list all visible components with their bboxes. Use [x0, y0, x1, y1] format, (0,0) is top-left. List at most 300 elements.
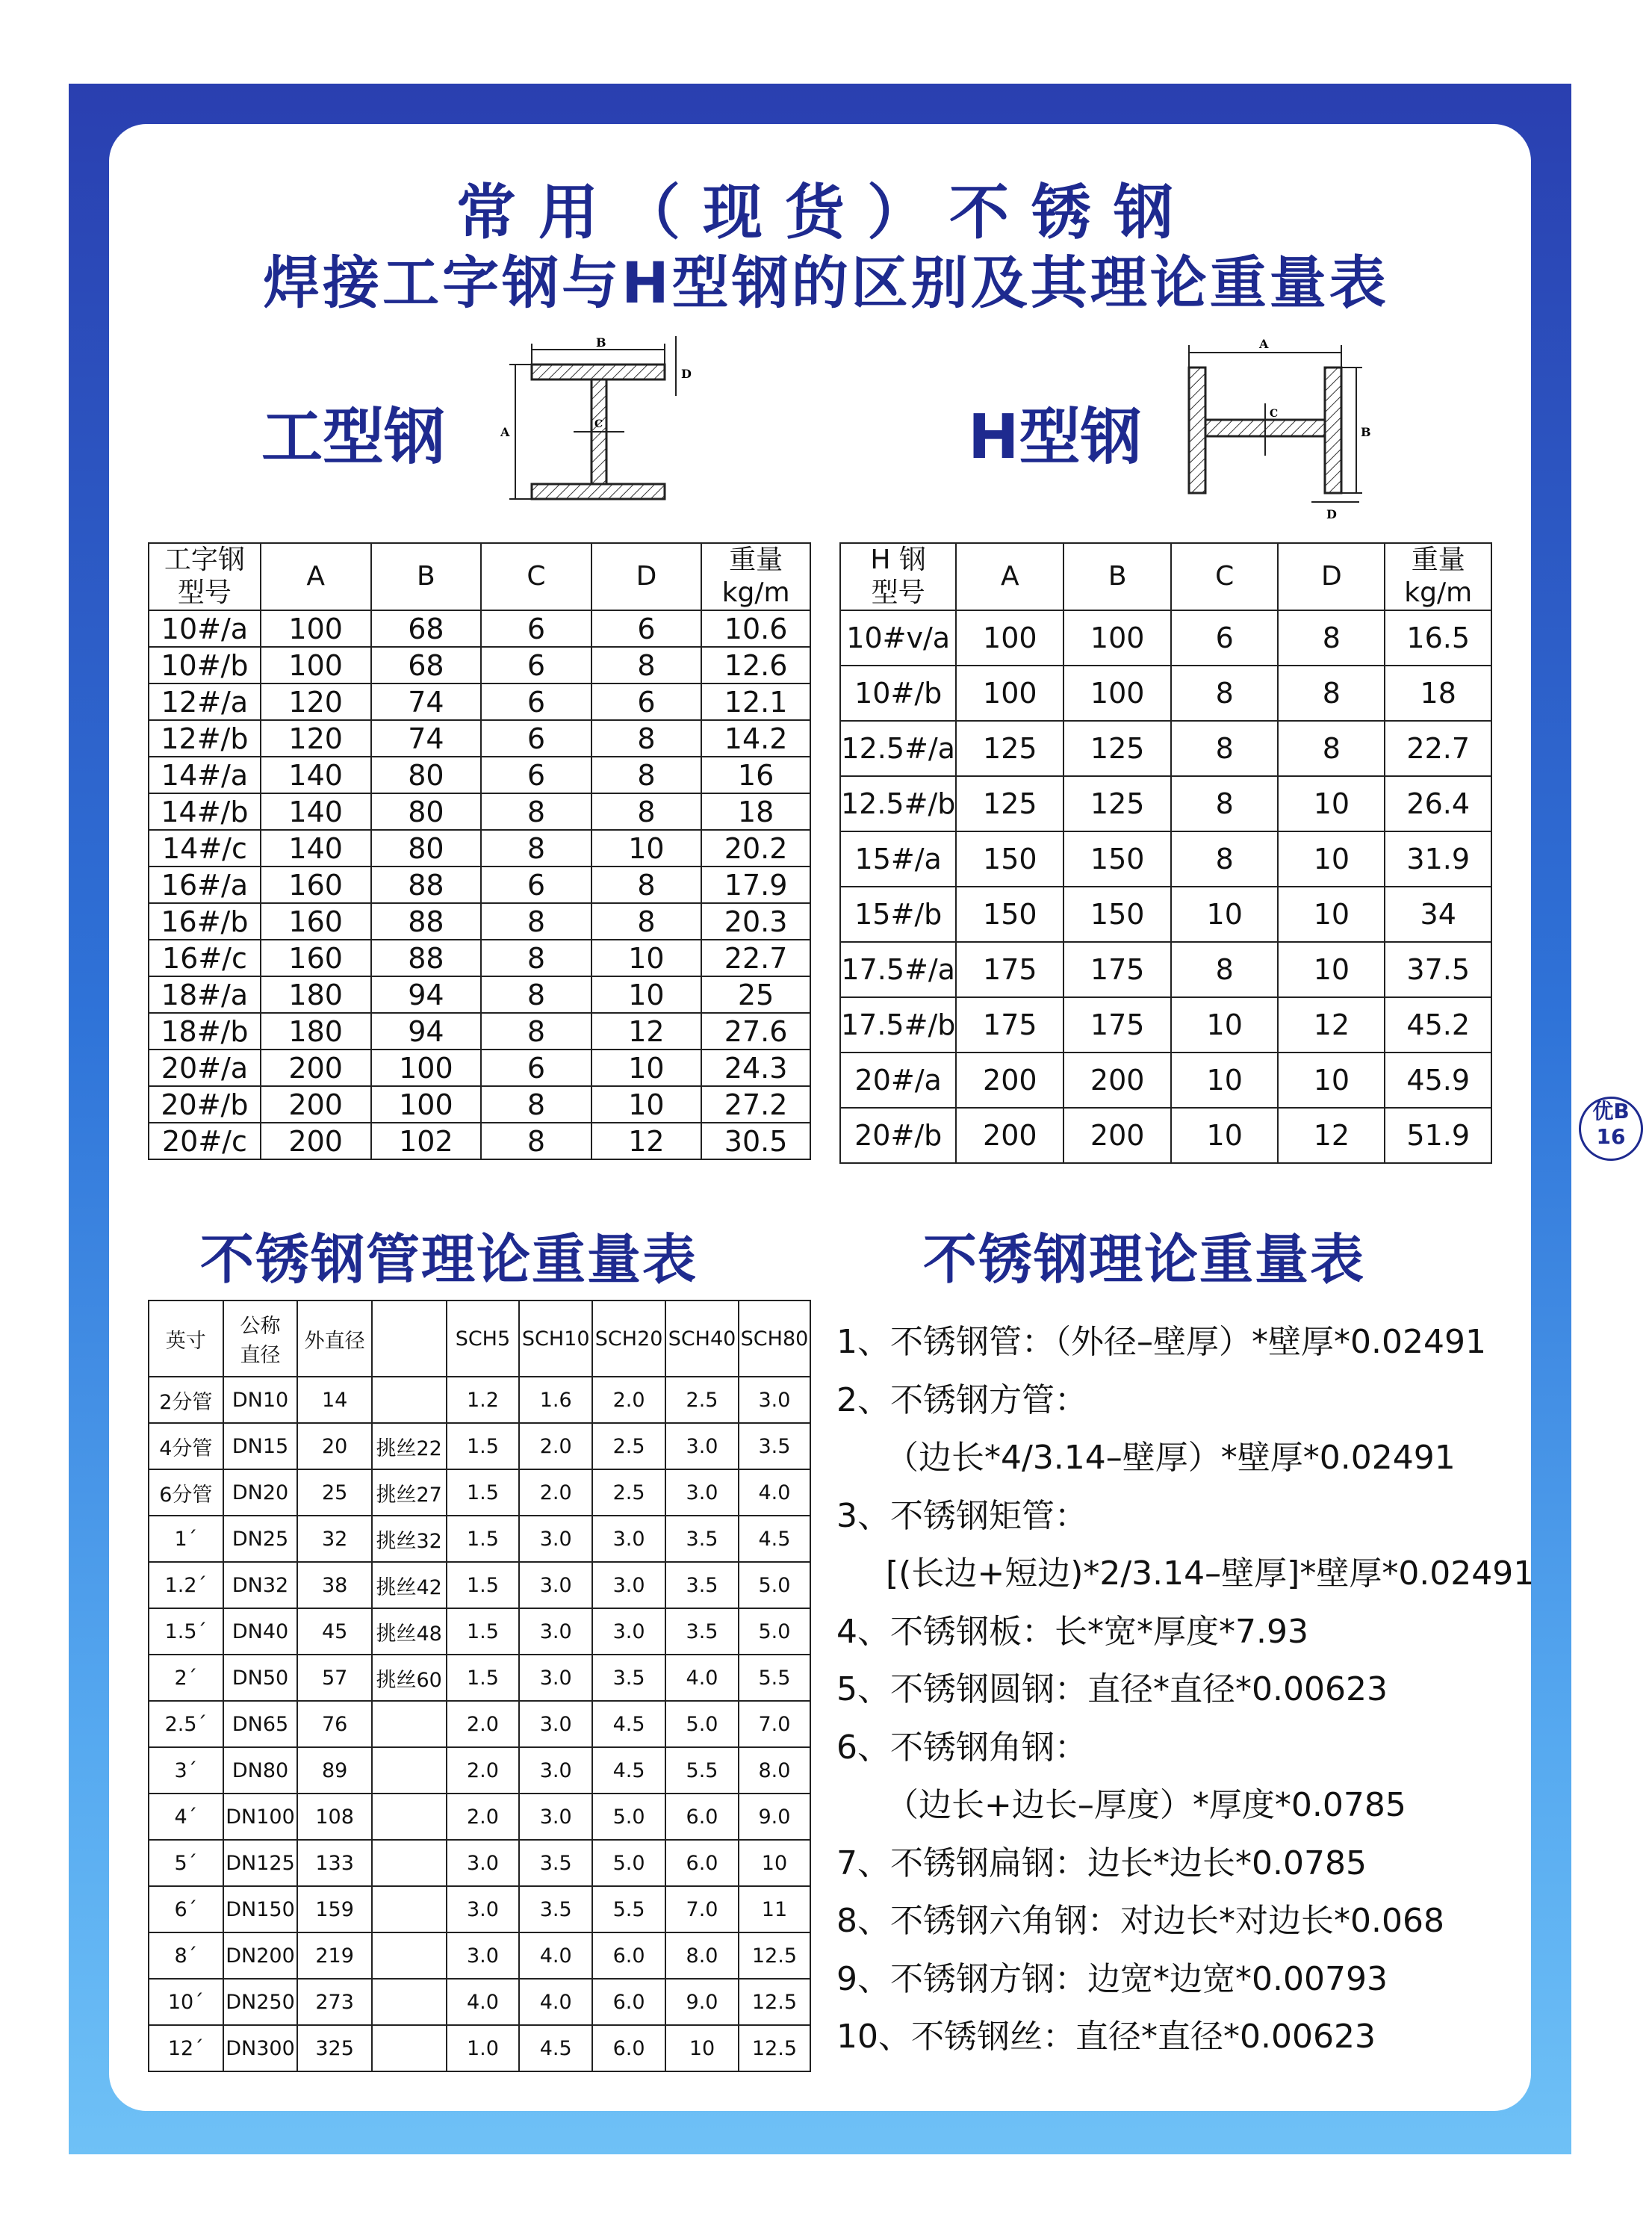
table-cell: 2.5´ — [149, 1701, 223, 1747]
table-row — [149, 1469, 810, 1516]
table-cell: 3.0 — [592, 1608, 665, 1655]
table-cell: 100 — [1063, 610, 1171, 666]
table-cell: 100 — [956, 610, 1063, 666]
table-row — [149, 1794, 810, 1840]
table-cell: 8.0 — [739, 1747, 810, 1794]
table-cell: 12#/a — [149, 683, 261, 720]
table-cell: 175 — [956, 942, 1063, 997]
table-cell: 2.0 — [447, 1794, 520, 1840]
table-row — [840, 831, 1491, 887]
title-line-1: 常用（现货）不锈钢 — [456, 178, 1196, 247]
table-cell: 24.3 — [701, 1050, 810, 1086]
table-cell: 27.6 — [701, 1013, 810, 1050]
table-cell: DN250 — [223, 1979, 298, 2025]
table-cell: 6 — [591, 683, 702, 720]
table-cell: 10 — [1171, 1108, 1278, 1163]
header-cell: 重量 kg/m — [1385, 543, 1491, 610]
table-cell: 8 — [1278, 610, 1385, 666]
table-cell: 6.0 — [592, 1979, 665, 2025]
table-cell: 5.0 — [739, 1562, 810, 1608]
table-cell: 6.0 — [665, 1840, 739, 1886]
header-cell: 重量 kg/m — [701, 543, 810, 610]
table-cell: 12 — [1278, 1108, 1385, 1163]
formula-line: 2、不锈钢方管： — [836, 1380, 1087, 1419]
table-cell: 120 — [261, 720, 371, 757]
dim-a-label: A — [500, 425, 510, 439]
table-row — [149, 867, 810, 903]
table-cell: 8 — [481, 940, 591, 976]
table-row — [149, 757, 810, 793]
table-row — [149, 830, 810, 867]
table-cell: 26.4 — [1385, 776, 1491, 831]
table-cell: 175 — [1063, 997, 1171, 1053]
table-cell — [372, 1886, 447, 1932]
table-cell: 3.5 — [592, 1655, 665, 1701]
table-cell: 57 — [297, 1655, 371, 1701]
table-cell: 12.5#/a — [840, 721, 956, 776]
h-beam-label: H型钢 — [968, 402, 1142, 473]
table-cell: 133 — [297, 1840, 371, 1886]
table-cell: 8 — [1171, 831, 1278, 887]
table-cell: 150 — [1063, 831, 1171, 887]
table-cell: 94 — [371, 976, 482, 1013]
table-cell: 5.0 — [592, 1840, 665, 1886]
table-row — [149, 1979, 810, 2025]
table-cell: 5.0 — [592, 1794, 665, 1840]
table-cell: 159 — [297, 1886, 371, 1932]
table-cell: 20#/a — [840, 1053, 956, 1108]
table-cell — [372, 1979, 447, 2025]
table-cell: 150 — [956, 887, 1063, 942]
table-row — [840, 942, 1491, 997]
table-cell: 200 — [261, 1050, 371, 1086]
table-cell: 32 — [297, 1516, 371, 1562]
table-cell: 6.0 — [592, 1932, 665, 1979]
table-cell: 5.5 — [739, 1655, 810, 1701]
table-row — [149, 1086, 810, 1123]
table-cell: 10 — [1171, 1053, 1278, 1108]
header-cell: D — [591, 543, 702, 610]
table-cell: 10 — [1171, 997, 1278, 1053]
table-row — [149, 1377, 810, 1423]
table-cell: 6 — [481, 683, 591, 720]
table-row — [149, 2025, 810, 2071]
table-cell: 8.0 — [665, 1932, 739, 1979]
table-cell: 3.0 — [519, 1701, 592, 1747]
table-cell: 8 — [1278, 666, 1385, 721]
formula-line: （边长+边长–厚度）*厚度*0.0785 — [886, 1786, 1406, 1824]
table-cell: 3.0 — [592, 1516, 665, 1562]
header-cell: D — [1278, 543, 1385, 610]
i-beam-label: 工型钢 — [261, 402, 446, 473]
table-cell: 17.5#/a — [840, 942, 956, 997]
table-cell: 125 — [956, 721, 1063, 776]
table-cell: 100 — [261, 647, 371, 683]
table-cell: 挑丝42 — [372, 1562, 447, 1608]
table-cell: 挑丝27 — [372, 1469, 447, 1516]
table-cell: 200 — [261, 1123, 371, 1159]
title-line-2: 焊接工字钢与H型钢的区别及其理论重量表 — [263, 249, 1389, 316]
table-cell: 8 — [591, 720, 702, 757]
table-cell: 16#/b — [149, 903, 261, 940]
table-cell: DN40 — [223, 1608, 298, 1655]
table-cell: 12 — [591, 1123, 702, 1159]
table-cell — [372, 1701, 447, 1747]
table-cell: 16#/c — [149, 940, 261, 976]
table-cell: 3.5 — [665, 1562, 739, 1608]
dim-d-label: D — [681, 367, 692, 381]
table-cell: 3.0 — [519, 1608, 592, 1655]
table-cell: 4.5 — [592, 1747, 665, 1794]
table-cell: 2´ — [149, 1655, 223, 1701]
formula-line: 9、不锈钢方钢：边宽*边宽*0.00793 — [836, 1959, 1388, 1998]
table-cell: 200 — [956, 1108, 1063, 1163]
table-cell: 200 — [1063, 1053, 1171, 1108]
table-row — [149, 1123, 810, 1159]
table-row — [149, 1013, 810, 1050]
table-cell: 88 — [371, 903, 482, 940]
table-cell: 3.0 — [519, 1655, 592, 1701]
table-row — [149, 610, 810, 647]
table-cell: 12#/b — [149, 720, 261, 757]
table-cell: 8 — [1171, 666, 1278, 721]
table-cell: 102 — [371, 1123, 482, 1159]
table-cell: 8 — [481, 1086, 591, 1123]
formula-line: 6、不锈钢角钢： — [836, 1728, 1087, 1767]
table-cell: 80 — [371, 757, 482, 793]
table-cell: 6分管 — [149, 1469, 223, 1516]
formula-line: （边长*4/3.14–壁厚）*壁厚*0.02491 — [886, 1439, 1456, 1477]
table-cell: 15#/a — [840, 831, 956, 887]
table-cell: 10#/b — [149, 647, 261, 683]
header-cell: A — [261, 543, 371, 610]
table-header-row — [149, 1301, 810, 1377]
table-cell: 3.0 — [519, 1747, 592, 1794]
table-cell: 2.0 — [447, 1701, 520, 1747]
h-beam-table — [839, 542, 1492, 1164]
table-cell: 1.5 — [447, 1608, 520, 1655]
table-cell: 17.5#/b — [840, 997, 956, 1053]
table-cell: 219 — [297, 1932, 371, 1979]
table-cell: 1.5 — [447, 1423, 520, 1469]
formula-line: 5、不锈钢圆钢：直径*直径*0.00623 — [836, 1670, 1388, 1708]
table-cell: 6.0 — [592, 2025, 665, 2071]
table-cell: 4.0 — [519, 1979, 592, 2025]
table-cell: DN25 — [223, 1516, 298, 1562]
table-cell: 3.0 — [447, 1932, 520, 1979]
header-cell: SCH80 — [739, 1301, 810, 1377]
table-cell: 2.0 — [519, 1469, 592, 1516]
table-cell: 200 — [261, 1086, 371, 1123]
table-row — [149, 1747, 810, 1794]
h-dim-b-label: B — [1361, 425, 1371, 439]
table-cell: 30.5 — [701, 1123, 810, 1159]
table-cell: 3.5 — [519, 1840, 592, 1886]
table-cell: 3.0 — [739, 1377, 810, 1423]
table-cell: 22.7 — [1385, 721, 1491, 776]
table-cell: 20#/b — [149, 1086, 261, 1123]
table-cell: 16 — [701, 757, 810, 793]
table-cell: 12.5 — [739, 2025, 810, 2071]
table-cell: 160 — [261, 903, 371, 940]
header-cell: 公称 直径 — [223, 1301, 298, 1377]
table-cell: 14 — [297, 1377, 371, 1423]
table-cell: 8 — [481, 793, 591, 830]
table-cell: 9.0 — [739, 1794, 810, 1840]
table-row — [149, 1655, 810, 1701]
table-cell: 1.5 — [447, 1469, 520, 1516]
table-cell: 10 — [1278, 887, 1385, 942]
h-dim-d-label: D — [1326, 507, 1337, 521]
table-cell: DN20 — [223, 1469, 298, 1516]
table-cell: 180 — [261, 1013, 371, 1050]
dim-c-label: C — [594, 418, 603, 430]
formula-line: 8、不锈钢六角钢：对边长*对边长*0.068 — [836, 1902, 1444, 1940]
header-cell: B — [1063, 543, 1171, 610]
table-cell: 94 — [371, 1013, 482, 1050]
table-cell: 325 — [297, 2025, 371, 2071]
i-beam-table — [148, 542, 811, 1160]
table-cell: 200 — [1063, 1108, 1171, 1163]
table-cell: 6´ — [149, 1886, 223, 1932]
table-cell: 8 — [591, 867, 702, 903]
table-cell: 挑丝22 — [372, 1423, 447, 1469]
table-cell: 17.9 — [701, 867, 810, 903]
table-cell — [372, 1932, 447, 1979]
table-cell: 4.5 — [519, 2025, 592, 2071]
table-cell: 3.0 — [519, 1562, 592, 1608]
table-cell: 10 — [1278, 942, 1385, 997]
table-cell: 1´ — [149, 1516, 223, 1562]
table-cell: 6 — [481, 757, 591, 793]
table-cell: 120 — [261, 683, 371, 720]
table-cell: 4.0 — [447, 1979, 520, 2025]
table-row — [149, 793, 810, 830]
table-cell: 挑丝60 — [372, 1655, 447, 1701]
table-cell: 4.5 — [592, 1701, 665, 1747]
table-cell: 8 — [591, 757, 702, 793]
table-row — [149, 1701, 810, 1747]
formula-line: 10、不锈钢丝：直径*直径*0.00623 — [836, 2018, 1376, 2056]
table-cell: 3´ — [149, 1747, 223, 1794]
table-cell: 100 — [261, 610, 371, 647]
table-cell: 10 — [1278, 1053, 1385, 1108]
table-row — [149, 1932, 810, 1979]
table-cell: 5.0 — [665, 1701, 739, 1747]
table-cell: 8 — [1171, 721, 1278, 776]
table-cell: 12.1 — [701, 683, 810, 720]
table-row — [149, 940, 810, 976]
table-cell: 8 — [481, 976, 591, 1013]
table-cell: 74 — [371, 720, 482, 757]
table-cell: 6 — [481, 610, 591, 647]
table-cell: DN65 — [223, 1701, 298, 1747]
table-cell: 18 — [1385, 666, 1491, 721]
table-cell: 37.5 — [1385, 942, 1491, 997]
table-row — [149, 976, 810, 1013]
table-cell: 2.0 — [519, 1423, 592, 1469]
badge-line-2: 16 — [1596, 1124, 1626, 1149]
table-cell: 68 — [371, 610, 482, 647]
table-cell: 175 — [1063, 942, 1171, 997]
header-cell: C — [1171, 543, 1278, 610]
table-cell: 6.0 — [665, 1794, 739, 1840]
table-cell: 14#/a — [149, 757, 261, 793]
header-cell: SCH40 — [665, 1301, 739, 1377]
table-cell: 15#/b — [840, 887, 956, 942]
table-row — [149, 1840, 810, 1886]
table-cell: 12 — [1278, 997, 1385, 1053]
pipe-section-title: 不锈钢管理论重量表 — [200, 1228, 698, 1291]
table-cell: 38 — [297, 1562, 371, 1608]
header-cell — [372, 1301, 447, 1377]
table-cell: 3.0 — [519, 1516, 592, 1562]
table-cell: 175 — [956, 997, 1063, 1053]
table-cell: DN32 — [223, 1562, 298, 1608]
table-row — [840, 776, 1491, 831]
table-cell: 100 — [1063, 666, 1171, 721]
table-cell: 100 — [956, 666, 1063, 721]
table-cell: 22.7 — [701, 940, 810, 976]
table-cell: 8 — [591, 903, 702, 940]
table-cell: 10 — [1278, 776, 1385, 831]
table-row — [149, 647, 810, 683]
table-row — [149, 1050, 810, 1086]
table-cell — [372, 2025, 447, 2071]
table-cell: 10.6 — [701, 610, 810, 647]
table-cell: 7.0 — [665, 1886, 739, 1932]
table-cell: DN15 — [223, 1423, 298, 1469]
table-cell: 3.0 — [447, 1886, 520, 1932]
table-cell: 4.0 — [519, 1932, 592, 1979]
table-cell: 10 — [665, 2025, 739, 2071]
table-cell: 6 — [481, 720, 591, 757]
table-cell: 74 — [371, 683, 482, 720]
table-cell — [372, 1377, 447, 1423]
table-cell: 125 — [1063, 721, 1171, 776]
table-cell: 2.5 — [665, 1377, 739, 1423]
table-cell: 18#/a — [149, 976, 261, 1013]
header-cell: SCH20 — [592, 1301, 665, 1377]
table-row — [840, 721, 1491, 776]
table-cell: 3.0 — [447, 1840, 520, 1886]
table-cell: 31.9 — [1385, 831, 1491, 887]
table-row — [840, 887, 1491, 942]
table-row — [149, 1886, 810, 1932]
formula-line: 7、不锈钢扁钢：边长*边长*0.0785 — [836, 1844, 1367, 1882]
table-cell: 1.0 — [447, 2025, 520, 2071]
table-cell: 150 — [1063, 887, 1171, 942]
table-cell: 6 — [481, 867, 591, 903]
header-cell: B — [371, 543, 482, 610]
table-cell: 45 — [297, 1608, 371, 1655]
table-cell: 4.0 — [739, 1469, 810, 1516]
table-row — [840, 1053, 1491, 1108]
table-row — [149, 720, 810, 757]
table-cell: 10 — [591, 1050, 702, 1086]
table-cell: 18 — [701, 793, 810, 830]
table-header-row — [840, 543, 1491, 610]
table-cell: 1.2´ — [149, 1562, 223, 1608]
table-cell: 3.5 — [519, 1886, 592, 1932]
table-cell: 5.0 — [739, 1608, 810, 1655]
table-cell: 14#/c — [149, 830, 261, 867]
table-cell: 2分管 — [149, 1377, 223, 1423]
table-cell: DN50 — [223, 1655, 298, 1701]
table-cell: 8 — [481, 1013, 591, 1050]
table-row — [840, 1108, 1491, 1163]
table-cell: 45.2 — [1385, 997, 1491, 1053]
table-cell: 160 — [261, 867, 371, 903]
table-cell — [372, 1747, 447, 1794]
header-cell: 英寸 — [149, 1301, 223, 1377]
table-header-row — [149, 543, 810, 610]
table-cell: 12 — [591, 1013, 702, 1050]
table-cell: 89 — [297, 1747, 371, 1794]
h-dim-c-label: C — [1270, 408, 1279, 420]
table-cell: 12.5 — [739, 1979, 810, 2025]
table-cell: 7.0 — [739, 1701, 810, 1747]
table-row — [149, 1516, 810, 1562]
table-cell: DN10 — [223, 1377, 298, 1423]
page-badge — [1579, 1097, 1643, 1161]
formula-list — [836, 1313, 1538, 2066]
table-cell: 4´ — [149, 1794, 223, 1840]
table-row — [149, 903, 810, 940]
table-cell: 3.0 — [665, 1469, 739, 1516]
table-cell: 14#/b — [149, 793, 261, 830]
table-cell: 20#/c — [149, 1123, 261, 1159]
header-cell: SCH10 — [519, 1301, 592, 1377]
table-cell: 6 — [481, 647, 591, 683]
table-cell: DN200 — [223, 1932, 298, 1979]
table-cell: 1.6 — [519, 1377, 592, 1423]
formula-line: 3、不锈钢矩管： — [836, 1496, 1087, 1535]
table-cell: 10 — [1278, 831, 1385, 887]
header-cell: 工字钢 型号 — [149, 543, 261, 610]
table-cell: 8 — [481, 903, 591, 940]
table-cell: 4.5 — [739, 1516, 810, 1562]
table-cell: 6 — [1171, 610, 1278, 666]
table-cell: 3.0 — [665, 1423, 739, 1469]
table-row — [840, 666, 1491, 721]
table-cell: 12´ — [149, 2025, 223, 2071]
table-cell: 8 — [591, 793, 702, 830]
table-cell: 2.5 — [592, 1423, 665, 1469]
table-cell: 12.5#/b — [840, 776, 956, 831]
table-cell: 5.5 — [665, 1747, 739, 1794]
table-cell: 160 — [261, 940, 371, 976]
pipe-weight-table — [148, 1300, 811, 2072]
table-cell: 68 — [371, 647, 482, 683]
table-cell: 88 — [371, 940, 482, 976]
table-cell: 80 — [371, 793, 482, 830]
table-row — [149, 1608, 810, 1655]
table-cell: 4分管 — [149, 1423, 223, 1469]
table-cell: 8´ — [149, 1932, 223, 1979]
table-row — [840, 610, 1491, 666]
table-cell: 1.5 — [447, 1516, 520, 1562]
table-cell: 12.6 — [701, 647, 810, 683]
table-cell: 挑丝48 — [372, 1608, 447, 1655]
table-cell: 200 — [956, 1053, 1063, 1108]
table-cell: 108 — [297, 1794, 371, 1840]
table-cell: 3.5 — [665, 1516, 739, 1562]
table-cell: 10 — [591, 830, 702, 867]
table-cell: 2.0 — [447, 1747, 520, 1794]
header-cell: SCH5 — [447, 1301, 520, 1377]
formula-line: [(长边+短边)*2/3.14–壁厚]*壁厚*0.02491 — [886, 1554, 1535, 1593]
